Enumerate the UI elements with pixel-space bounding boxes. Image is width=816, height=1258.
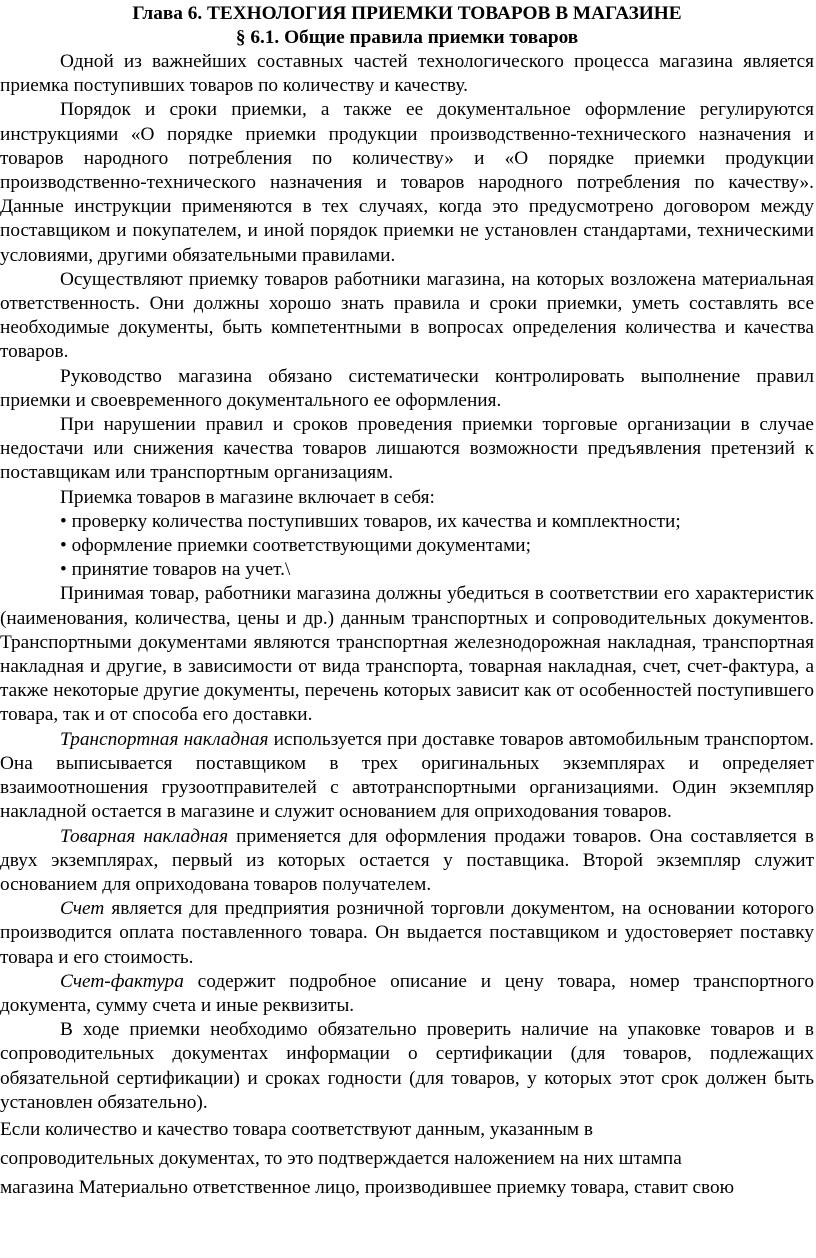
chapter-title: Глава 6. ТЕХНОЛОГИЯ ПРИЕМКИ ТОВАРОВ В МАГАЗИНЕ (132, 3, 682, 24)
tail-line: магазина Материально ответственное лицо, производившее приемку товара, ставит свою (0, 1176, 735, 1198)
paragraph-responsibility: Осуществляют приемку товаров работники магазина, на которых возложена материальная ответственность. Они должны хорошо знать правила и сроки приемки, уметь составлять все необходимые документы, быть компетентными в вопросах определения количества и качества товаров. (0, 268, 814, 363)
term-paragraph-bill (0, 897, 814, 970)
list-intro: Приемка товаров в магазине включает в себя: (60, 486, 435, 508)
term-text: используется при доставке товаров автомобильным транспортом. Она выписывается поставщиком в трех оригинальных экземплярах и определяет взаимоотношения грузоотправителей с автотранспортными организациями. Один экземпляр накладной остается в магазине и служит основанием для оприходования товаров. (0, 728, 814, 823)
tail-line: Если количество и качество товара соответствуют данным, указанным в (0, 1118, 594, 1140)
list-item: • проверку количества поступивших товаров, их качества и комплектности; (60, 510, 681, 532)
list-item: • принятие товаров на учет.\ (60, 559, 291, 581)
paragraph-violations: При нарушении правил и сроков проведения приемки торговые организации в случае недостачи или снижения качества товаров лишаются возможности предъявления претензий к поставщикам или транспортным организациям. (0, 414, 814, 484)
paragraph-management: Руководство магазина обязано систематически контролировать выполнение правил приемки и своевременного документального ее оформления. (0, 365, 814, 411)
paragraph-certification: В ходе приемки необходимо обязательно проверить наличие на упаковке товаров и в сопроводительных документах информации о сертификации (для товаров, подлежащих обязательной сертификации) и сроках годности (для товаров, у которых этот срок должен быть установлен обязательно). (0, 1019, 814, 1113)
term-paragraph-transport-invoice (0, 728, 814, 825)
term-label: Счет-фактура (60, 970, 184, 992)
term-text: является для предприятия розничной торговли документом, на основании которого производится оплата поставленного товара. Он выдается поставщиком и удостоверяет поставку товара и его стоимость. (0, 898, 814, 968)
term-paragraph-goods-invoice (0, 825, 814, 898)
paragraph-instructions: Порядок и сроки приемки, а также ее документальное оформление регулируются инструкциями «О порядке приемки продукции производственно-технического назначения и товаров народного потребления по количеству» и «О порядке приемки продукции производственно-технического назначения и товаров народного потребления по качеству». Данные инструкции применяются в тех случаях, когда это предусмотрено договором между поставщиком и покупателем, и иной порядок приемки не установлен стандартами, техническими условиями, другими обязательными правилами. (0, 99, 814, 266)
term-label: Счет (60, 898, 105, 920)
term-text: содержит подробное описание и цену товара, номер транспортного документа, сумму счета и иные реквизиты. (0, 970, 814, 1016)
section-title: § 6.1. Общие правила приемки товаров (235, 27, 579, 48)
paragraph-intro: Одной из важнейших составных частей технологического процесса магазина является приемка поступивших товаров по количеству и качеству. (0, 51, 814, 97)
term-paragraph-invoice-factura (0, 970, 814, 1018)
term-label: Товарная накладная (60, 825, 229, 847)
paragraph-documents: Принимая товар, работники магазина должны убедиться в соответствии его характеристик (наименования, количества, цены и др.) данным транспортных и сопроводительных документов. Транспортными документами являются транспортная железнодорожная накладная, транспортная накладная и другие, в зависимости от вида транспорта, товарная накладная, счет, счет-фактура, а также некоторые другие документы, перечень которых зависит как от особенностей поступившего товара, так и от способа его доставки. (0, 583, 814, 726)
tail-line: сопроводительных документах, то это подтверждается наложением на них штампа (0, 1147, 682, 1169)
term-label: Транспортная накладная (60, 728, 269, 750)
term-text: применяется для оформления продажи товаров. Она составляется в двух экземплярах, первый из которых остается у поставщика. Второй экземпляр служит основанием для оприходована товаров получателем. (0, 825, 814, 895)
list-item: • оформление приемки соответствующими документами; (60, 535, 531, 557)
